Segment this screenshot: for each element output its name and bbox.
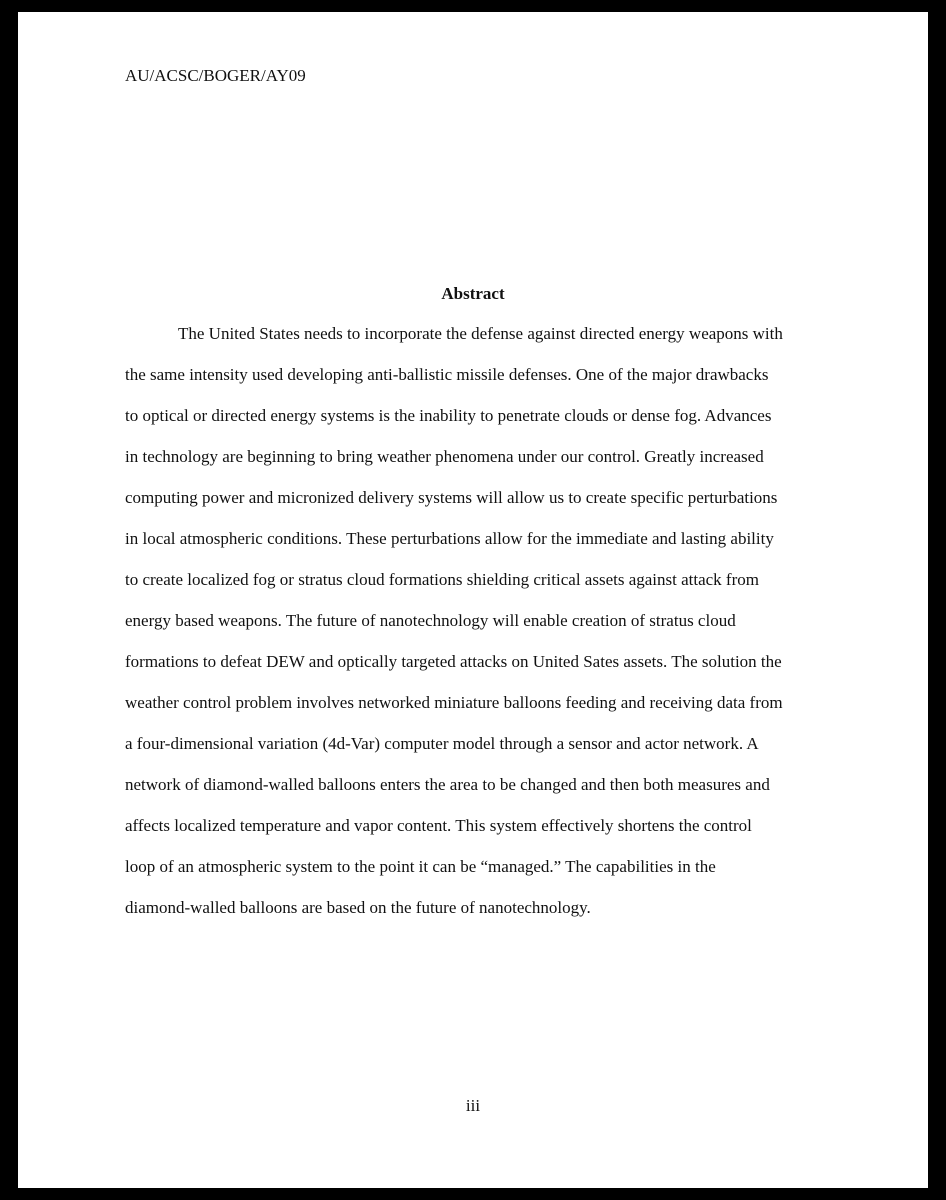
abstract-line: affects localized temperature and vapor content. This system effectively shortens the control	[125, 816, 752, 835]
abstract-line: to optical or directed energy systems is the inability to penetrate clouds or dense fog. Advances	[125, 406, 772, 425]
abstract-line: the same intensity used developing anti-ballistic missile defenses. One of the major drawbacks	[125, 365, 769, 384]
abstract-line: network of diamond-walled balloons enters the area to be changed and then both measures and	[125, 775, 770, 794]
document-id-header: AU/ACSC/BOGER/AY09	[125, 66, 306, 85]
abstract-line: in local atmospheric conditions. These perturbations allow for the immediate and lasting ability	[125, 529, 774, 548]
abstract-line: weather control problem involves networked miniature balloons feeding and receiving data from	[125, 693, 783, 712]
abstract-line: computing power and micronized delivery systems will allow us to create specific perturbations	[125, 488, 778, 507]
page-number: iii	[465, 1096, 481, 1115]
abstract-line: to create localized fog or stratus cloud formations shielding critical assets against attack from	[125, 570, 759, 589]
document-page	[18, 12, 928, 1188]
abstract-paragraph	[125, 322, 845, 937]
abstract-line: loop of an atmospheric system to the point it can be “managed.” The capabilities in the	[125, 857, 716, 876]
abstract-line: energy based weapons. The future of nanotechnology will enable creation of stratus cloud	[125, 611, 736, 630]
abstract-line: a four-dimensional variation (4d-Var) computer model through a sensor and actor network. A	[125, 734, 759, 753]
abstract-heading: Abstract	[441, 284, 505, 303]
abstract-line: The United States needs to incorporate the defense against directed energy weapons with	[178, 324, 783, 343]
abstract-line: in technology are beginning to bring weather phenomena under our control. Greatly increased	[125, 447, 764, 466]
abstract-line: diamond-walled balloons are based on the future of nanotechnology.	[125, 898, 591, 917]
abstract-line: formations to defeat DEW and optically targeted attacks on United Sates assets. The solution the	[125, 652, 782, 671]
